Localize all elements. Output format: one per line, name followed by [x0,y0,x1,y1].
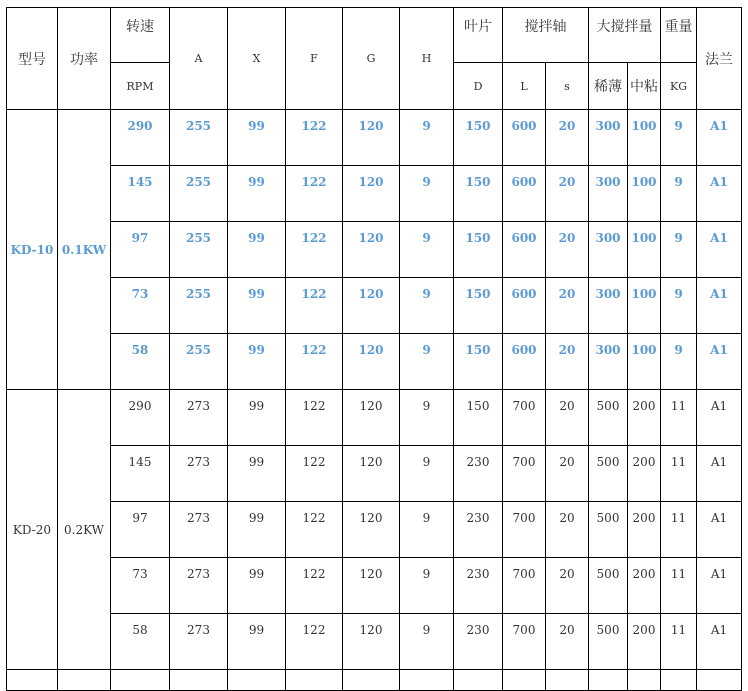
header-g: G [343,8,400,110]
table-cell: 600 [503,222,546,278]
table-cell [546,670,589,691]
header-speed-unit: RPM [111,63,170,110]
table-cell: 500 [589,390,628,446]
table-cell: 9 [400,446,454,502]
header-a: A [170,8,228,110]
table-cell: 120 [343,334,400,390]
table-row-partial [7,670,742,691]
table-cell: A1 [697,110,742,166]
table-cell: 20 [546,334,589,390]
table-row [7,334,742,390]
table-cell: 700 [503,390,546,446]
header-thin: 稀薄 [589,63,628,110]
table-cell: 255 [170,278,228,334]
table-cell: 700 [503,446,546,502]
table-cell: 20 [546,446,589,502]
group-power: 0.1KW [58,110,111,390]
table-cell: 99 [228,334,286,390]
table-cell: 300 [589,222,628,278]
table-cell: 99 [228,110,286,166]
table-cell: 100 [628,222,661,278]
table-cell: 500 [589,558,628,614]
table-cell: 120 [343,614,400,670]
table-cell: 99 [228,278,286,334]
table-cell: 500 [589,614,628,670]
table-cell: 273 [170,446,228,502]
group-model: KD-20 [7,390,58,670]
table-cell: 230 [454,614,503,670]
table-cell: 9 [400,278,454,334]
table-cell: 9 [400,390,454,446]
table-cell: 600 [503,278,546,334]
table-cell: 20 [546,558,589,614]
table-cell: A1 [697,614,742,670]
table-cell: 150 [454,222,503,278]
table-cell: 120 [343,222,400,278]
table-cell: 600 [503,110,546,166]
table-cell: 150 [454,334,503,390]
table-cell: 20 [546,502,589,558]
table-cell: 230 [454,502,503,558]
table-cell: 122 [286,166,343,222]
table-cell: 600 [503,166,546,222]
table-cell: 255 [170,334,228,390]
table-cell: 20 [546,222,589,278]
table-cell: 99 [228,558,286,614]
table-cell: 290 [111,110,170,166]
table-cell: 273 [170,390,228,446]
table-row [7,166,742,222]
table-cell: 122 [286,390,343,446]
table-cell: 99 [228,390,286,446]
table-cell: 122 [286,446,343,502]
table-cell: A1 [697,502,742,558]
table-cell: 58 [111,334,170,390]
table-cell: 120 [343,166,400,222]
header-power: 功率 [58,8,111,110]
table-cell [589,670,628,691]
group-model: KD-10 [7,110,58,390]
header-shaft-l: L [503,63,546,110]
header-medium: 中粘 [628,63,661,110]
table-row [7,278,742,334]
header-max-mix: 大搅拌量 [589,8,661,63]
table-cell: 700 [503,614,546,670]
table-cell: 145 [111,446,170,502]
table-cell: 20 [546,278,589,334]
table-row [7,222,742,278]
table-row [7,558,742,614]
table-cell: 120 [343,502,400,558]
table-cell: 97 [111,222,170,278]
header-h: H [400,8,454,110]
table-cell: 300 [589,334,628,390]
table-cell: 99 [228,614,286,670]
table-cell [697,670,742,691]
spec-table [6,7,742,691]
table-cell [343,670,400,691]
table-cell: 9 [661,222,697,278]
table-cell: A1 [697,222,742,278]
table-row [7,502,742,558]
table-cell: 73 [111,278,170,334]
table-cell: 120 [343,278,400,334]
table-cell: 122 [286,334,343,390]
table-cell: 300 [589,278,628,334]
table-cell: 122 [286,278,343,334]
table-row [7,390,742,446]
table-cell: 99 [228,166,286,222]
table-cell: 120 [343,110,400,166]
table-cell: 9 [400,558,454,614]
table-cell: 122 [286,558,343,614]
header-weight-unit: KG [661,63,697,110]
table-cell: 273 [170,558,228,614]
table-cell: 99 [228,446,286,502]
table-row [7,110,742,166]
table-cell [503,670,546,691]
table-row [7,446,742,502]
table-cell: 200 [628,614,661,670]
table-cell: 20 [546,110,589,166]
table-cell: A1 [697,446,742,502]
table-cell: 230 [454,558,503,614]
table-cell: 200 [628,390,661,446]
table-cell: 300 [589,110,628,166]
table-cell: 20 [546,166,589,222]
table-cell: 9 [661,166,697,222]
table-cell: 58 [111,614,170,670]
table-cell: 273 [170,502,228,558]
table-cell: 9 [400,110,454,166]
table-cell: 9 [400,166,454,222]
table-cell: 20 [546,614,589,670]
table-cell [661,670,697,691]
table-cell: 11 [661,558,697,614]
table-cell: 145 [111,166,170,222]
table-cell: 700 [503,502,546,558]
table-cell: 100 [628,110,661,166]
table-cell: A1 [697,166,742,222]
table-cell: A1 [697,334,742,390]
group-power: 0.2KW [58,390,111,670]
table-cell: 122 [286,222,343,278]
table-cell: 9 [661,278,697,334]
table-cell [454,670,503,691]
header-flange: 法兰 [697,8,742,110]
table-cell [228,670,286,691]
table-cell: 500 [589,502,628,558]
table-cell [111,670,170,691]
header-model: 型号 [7,8,58,110]
table-cell: 200 [628,558,661,614]
table-cell: 150 [454,110,503,166]
table-cell: 100 [628,166,661,222]
table-cell: 150 [454,166,503,222]
table-cell: 120 [343,446,400,502]
table-cell: 122 [286,110,343,166]
table-cell: 120 [343,558,400,614]
table-cell: 122 [286,614,343,670]
table-cell [58,670,111,691]
table-cell: 700 [503,558,546,614]
table-cell: A1 [697,390,742,446]
table-cell: 600 [503,334,546,390]
table-cell: 73 [111,558,170,614]
table-cell: 11 [661,390,697,446]
header-f: F [286,8,343,110]
table-cell: 9 [661,334,697,390]
header-speed: 转速 [111,8,170,63]
table-cell: 300 [589,166,628,222]
table-cell [7,670,58,691]
table-cell: 11 [661,502,697,558]
table-row [7,614,742,670]
table-cell: 11 [661,614,697,670]
table-cell [628,670,661,691]
table-cell: 500 [589,446,628,502]
table-cell: 99 [228,222,286,278]
table-cell: 255 [170,110,228,166]
table-cell: 100 [628,334,661,390]
table-cell: 122 [286,502,343,558]
table-cell: 150 [454,278,503,334]
table-cell: A1 [697,558,742,614]
table-cell: 11 [661,446,697,502]
table-cell [170,670,228,691]
header-shaft: 搅拌轴 [503,8,589,63]
table-cell: 20 [546,390,589,446]
table-cell: 99 [228,502,286,558]
table-cell: 9 [400,502,454,558]
table-cell: 255 [170,166,228,222]
table-cell: 120 [343,390,400,446]
table-cell: 273 [170,614,228,670]
table-cell: 9 [661,110,697,166]
table-cell: 9 [400,614,454,670]
table-cell: 100 [628,278,661,334]
header-x: X [228,8,286,110]
table-cell: 200 [628,446,661,502]
header-weight: 重量 [661,8,697,63]
table-cell: 230 [454,446,503,502]
table-cell: 9 [400,334,454,390]
table-cell: 290 [111,390,170,446]
table-cell: 9 [400,222,454,278]
table-cell: 97 [111,502,170,558]
table-cell: 200 [628,502,661,558]
table-cell: 150 [454,390,503,446]
table-cell: 255 [170,222,228,278]
header-shaft-s: s [546,63,589,110]
header-blade: 叶片 [454,8,503,63]
table-cell: A1 [697,278,742,334]
header-blade-d: D [454,63,503,110]
table-cell [286,670,343,691]
table-cell [400,670,454,691]
